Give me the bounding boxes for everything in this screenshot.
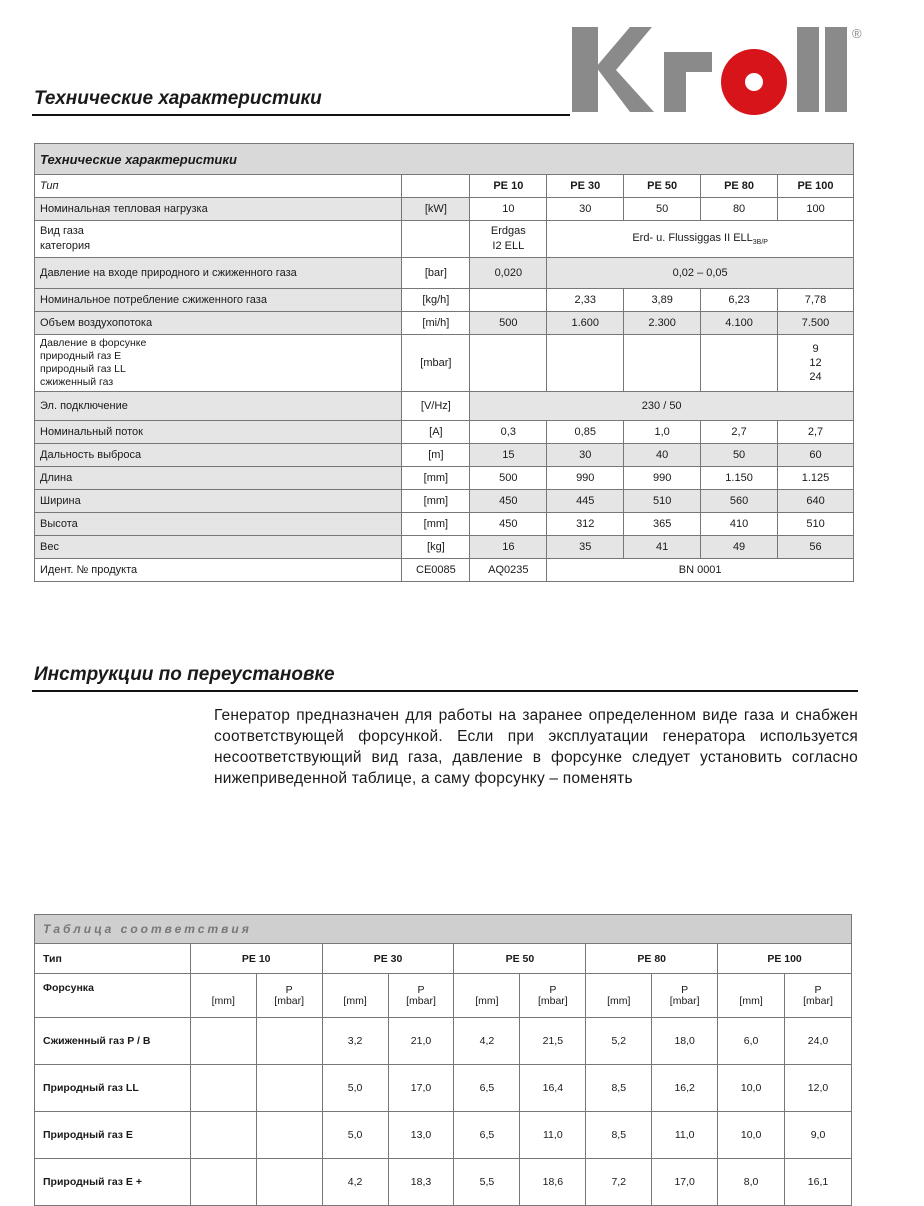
corr-header-row xyxy=(35,944,852,974)
row-label: Вид газа категория xyxy=(35,221,402,258)
cell-value: 60 xyxy=(778,444,854,467)
cell-value xyxy=(190,1159,256,1206)
spec-table-title: Технические характеристики xyxy=(35,144,854,175)
kroll-logo-graphic xyxy=(572,22,872,117)
cell-value xyxy=(190,1112,256,1159)
table-row xyxy=(35,467,854,490)
cell-value: 4,2 xyxy=(322,1159,388,1206)
cell-value: 560 xyxy=(701,490,778,513)
cell-value: 18,0 xyxy=(652,1018,718,1065)
cell-value: 10,0 xyxy=(718,1065,785,1112)
model-header: PE 100 xyxy=(718,944,852,974)
type-label: Тип xyxy=(35,175,402,198)
cell-value: 2,33 xyxy=(547,289,624,312)
section-rule xyxy=(32,690,858,692)
row-unit: [V/Hz] xyxy=(402,392,470,421)
cell-value: 0,3 xyxy=(470,421,547,444)
row-unit: [mi/h] xyxy=(402,312,470,335)
model-header: PE 50 xyxy=(454,944,586,974)
cell-value: 450 xyxy=(470,513,547,536)
cell-value: 21,0 xyxy=(388,1018,454,1065)
cell-value: 6,23 xyxy=(701,289,778,312)
row-label: Сжиженный газ P / B xyxy=(35,1018,191,1065)
cell-value: 100 xyxy=(778,198,854,221)
type-label: Тип xyxy=(35,944,191,974)
table-row xyxy=(35,559,854,582)
cell-value: 990 xyxy=(547,467,624,490)
cell-value: 24,0 xyxy=(785,1018,852,1065)
table-row xyxy=(35,421,854,444)
unit-mm: [mm] xyxy=(190,974,256,1018)
instructions-paragraph: Генератор предназначен для работы на заранее определенном виде газа и снабжен соответствующей форсункой. Если при эксплуатации генератора используется несоответствующий вид газа, давление в форсунке следует установить согласно нижеприведенной таблице, а саму форсунку – поменять xyxy=(214,707,858,787)
cell-value: 10 xyxy=(470,198,547,221)
row-label: Объем воздухопотока xyxy=(35,312,402,335)
table-row xyxy=(35,1018,852,1065)
table-row xyxy=(35,392,854,421)
spec-table xyxy=(34,143,854,582)
row-unit: [kg] xyxy=(402,536,470,559)
cell-value: 5,2 xyxy=(586,1018,652,1065)
model-header: PE 80 xyxy=(586,944,718,974)
row-label: Вес xyxy=(35,536,402,559)
model-header: PE 30 xyxy=(547,175,624,198)
table-row xyxy=(35,289,854,312)
table-row xyxy=(35,1112,852,1159)
cell-value: 56 xyxy=(778,536,854,559)
cell-value: 80 xyxy=(701,198,778,221)
cell-value xyxy=(190,1018,256,1065)
cell-value: 7,78 xyxy=(778,289,854,312)
cell-value: 15 xyxy=(470,444,547,467)
cell-value: 230 / 50 xyxy=(470,392,854,421)
unit-mm: [mm] xyxy=(718,974,785,1018)
unit-p: P [mbar] xyxy=(785,974,852,1018)
cell-value: 16,2 xyxy=(652,1065,718,1112)
cell-value: 1.150 xyxy=(701,467,778,490)
cell-value: 0,020 xyxy=(470,258,547,289)
cell-value: 16 xyxy=(470,536,547,559)
cell-value: 1,0 xyxy=(624,421,701,444)
cell-value: 7,2 xyxy=(586,1159,652,1206)
row-label: Номинальная тепловая нагрузка xyxy=(35,198,402,221)
cell-value: 1.125 xyxy=(778,467,854,490)
cell-value: 40 xyxy=(624,444,701,467)
cell-value: 1.600 xyxy=(547,312,624,335)
cell-value: BN 0001 xyxy=(547,559,854,582)
section-rule xyxy=(32,114,570,116)
cell-value: 17,0 xyxy=(652,1159,718,1206)
nozzle-label: Форсунка xyxy=(35,974,191,1018)
row-unit: [mm] xyxy=(402,513,470,536)
cell-value: 0,02 – 0,05 xyxy=(547,258,854,289)
row-label: Идент. № продукта xyxy=(35,559,402,582)
cell-value: 9 12 24 xyxy=(778,335,854,392)
cell-value: AQ0235 xyxy=(470,559,547,582)
cell-value xyxy=(190,1065,256,1112)
cell-value: Erd- u. Flussiggas II $ELL_{3B/P}$ xyxy=(547,221,854,258)
cell-value: 49 xyxy=(701,536,778,559)
cell-value: 8,0 xyxy=(718,1159,785,1206)
model-header: PE 80 xyxy=(701,175,778,198)
unit-mm: [mm] xyxy=(454,974,520,1018)
cell-value: CE0085 xyxy=(402,559,470,582)
cell-value: 3,2 xyxy=(322,1018,388,1065)
cell-value: 312 xyxy=(547,513,624,536)
cell-value: 2.300 xyxy=(624,312,701,335)
row-label: Дальность выброса xyxy=(35,444,402,467)
cell-value: 6,5 xyxy=(454,1112,520,1159)
unit-p: P [mbar] xyxy=(520,974,586,1018)
cell-value: 41 xyxy=(624,536,701,559)
cell-value: 6,0 xyxy=(718,1018,785,1065)
cell-value: 990 xyxy=(624,467,701,490)
table-row xyxy=(35,1159,852,1206)
table-row xyxy=(35,490,854,513)
cell-value xyxy=(256,1112,322,1159)
cell-value: 11,0 xyxy=(652,1112,718,1159)
cell-value: 450 xyxy=(470,490,547,513)
kroll-logo xyxy=(572,22,872,122)
table-row xyxy=(35,312,854,335)
cell-value: 5,0 xyxy=(322,1065,388,1112)
model-header: PE 100 xyxy=(778,175,854,198)
cell-value: 50 xyxy=(624,198,701,221)
unit-mm: [mm] xyxy=(586,974,652,1018)
corr-unit-row xyxy=(35,974,852,1018)
table-row xyxy=(35,536,854,559)
correspondence-title: Таблица соответствия xyxy=(35,915,852,944)
cell-value: 510 xyxy=(778,513,854,536)
cell-value: 7.500 xyxy=(778,312,854,335)
cell-value: 18,3 xyxy=(388,1159,454,1206)
row-unit: [bar] xyxy=(402,258,470,289)
cell-value: 445 xyxy=(547,490,624,513)
model-header: PE 10 xyxy=(470,175,547,198)
row-unit: [m] xyxy=(402,444,470,467)
row-unit: [kg/h] xyxy=(402,289,470,312)
row-label: Высота xyxy=(35,513,402,536)
cell-value: 17,0 xyxy=(388,1065,454,1112)
cell-value: 5,5 xyxy=(454,1159,520,1206)
cell-value: 50 xyxy=(701,444,778,467)
unit-p: P [mbar] xyxy=(388,974,454,1018)
cell-value: 30 xyxy=(547,444,624,467)
row-label: Номинальный поток xyxy=(35,421,402,444)
cell-value: 11,0 xyxy=(520,1112,586,1159)
cell-value xyxy=(470,289,547,312)
cell-value: 16,4 xyxy=(520,1065,586,1112)
table-row xyxy=(35,258,854,289)
cell-value: 9,0 xyxy=(785,1112,852,1159)
cell-value: 510 xyxy=(624,490,701,513)
model-header: PE 10 xyxy=(190,944,322,974)
cell-value xyxy=(256,1065,322,1112)
table-row xyxy=(35,198,854,221)
spec-header-row xyxy=(35,175,854,198)
row-label: Природный газ E xyxy=(35,1112,191,1159)
cell-value: 365 xyxy=(624,513,701,536)
cell-value: 10,0 xyxy=(718,1112,785,1159)
table-row xyxy=(35,513,854,536)
table-row xyxy=(35,1065,852,1112)
row-label: Эл. подключение xyxy=(35,392,402,421)
cell-value: 2,7 xyxy=(778,421,854,444)
cell-value: 410 xyxy=(701,513,778,536)
cell-value: 0,85 xyxy=(547,421,624,444)
registered-mark: ® xyxy=(852,26,862,41)
cell-value: 3,89 xyxy=(624,289,701,312)
cell-value: 16,1 xyxy=(785,1159,852,1206)
row-label: Ширина xyxy=(35,490,402,513)
cell-value: Erdgas I2 ELL xyxy=(470,221,547,258)
cell-value: 640 xyxy=(778,490,854,513)
table-row xyxy=(35,221,854,258)
cell-value: 13,0 xyxy=(388,1112,454,1159)
row-label: Длина xyxy=(35,467,402,490)
row-unit: [A] xyxy=(402,421,470,444)
cell-value: 2,7 xyxy=(701,421,778,444)
correspondence-table xyxy=(34,914,852,1206)
cell-value: 8,5 xyxy=(586,1065,652,1112)
cell-value: 35 xyxy=(547,536,624,559)
unit-p: P [mbar] xyxy=(652,974,718,1018)
cell-value: 4,2 xyxy=(454,1018,520,1065)
section-title-specs: Технические характеристики xyxy=(34,88,322,109)
cell-value: 8,5 xyxy=(586,1112,652,1159)
cell-value: 6,5 xyxy=(454,1065,520,1112)
cell-value xyxy=(256,1018,322,1065)
table-row xyxy=(35,444,854,467)
row-label: Давление на входе природного и сжиженного газа xyxy=(35,258,402,289)
cell-value: 21,5 xyxy=(520,1018,586,1065)
row-unit: [mm] xyxy=(402,490,470,513)
cell-value: 12,0 xyxy=(785,1065,852,1112)
cell-value: 500 xyxy=(470,467,547,490)
section-title-instructions: Инструкции по переустановке xyxy=(34,664,335,685)
unit-mm: [mm] xyxy=(322,974,388,1018)
row-label: Давление в форсунке природный газ E природный газ LL сжиженный газ xyxy=(35,335,402,392)
cell-value: 5,0 xyxy=(322,1112,388,1159)
row-unit: [mbar] xyxy=(402,335,470,392)
cell-value: 4.100 xyxy=(701,312,778,335)
model-header: PE 50 xyxy=(624,175,701,198)
cell-value xyxy=(256,1159,322,1206)
unit-p: P [mbar] xyxy=(256,974,322,1018)
row-unit: [kW] xyxy=(402,198,470,221)
row-label: Природный газ LL xyxy=(35,1065,191,1112)
row-label: Природный газ E + xyxy=(35,1159,191,1206)
cell-value: 500 xyxy=(470,312,547,335)
table-row xyxy=(35,335,854,392)
model-header: PE 30 xyxy=(322,944,454,974)
cell-value: 30 xyxy=(547,198,624,221)
row-unit: [mm] xyxy=(402,467,470,490)
cell-value: 18,6 xyxy=(520,1159,586,1206)
row-label: Номинальное потребление сжиженного газа xyxy=(35,289,402,312)
